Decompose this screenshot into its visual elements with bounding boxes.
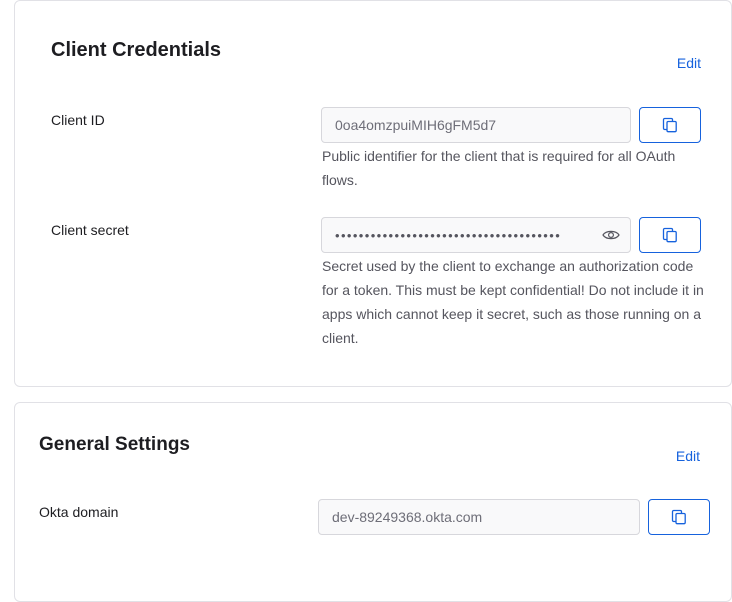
copy-icon [662,227,678,243]
eye-icon[interactable] [602,228,620,242]
client-secret-input[interactable] [321,217,631,253]
okta-domain-field-group [318,499,710,535]
copy-client-secret-button[interactable] [639,217,701,253]
client-secret-help-text: Secret used by the client to exchange an authorization code for a token. This must be kept confidential! Do not include it in apps which cannot keep it secret, such as those running on a client. [322,258,704,346]
general-settings-header [15,403,731,464]
copy-icon [671,509,687,525]
okta-domain-label: Okta domain [39,504,119,520]
edit-credentials-button[interactable]: Edit [676,55,701,71]
client-secret-label: Client secret [51,222,129,238]
client-secret-value: •••••••••••••••••••••••••••••••••••••• [335,227,562,243]
general-settings-card [14,402,732,602]
copy-icon [662,117,678,133]
client-id-label: Client ID [51,112,105,128]
client-credentials-header [15,1,731,71]
client-id-input[interactable]: 0oa4omzpuiMIH6gFM5d7 [321,107,631,143]
client-id-field-group [321,107,701,143]
copy-okta-domain-button[interactable] [648,499,710,535]
client-id-help-text: Public identifier for the client that is required for all OAuth flows. [322,148,676,188]
copy-client-id-button[interactable] [639,107,701,143]
edit-general-settings-button[interactable]: Edit [675,448,700,464]
client-secret-field-group [321,217,701,253]
okta-domain-input[interactable]: dev-89249368.okta.com [318,499,640,535]
client-credentials-card [14,0,732,387]
page-title: Client Credentials [51,39,222,61]
general-settings-title: General Settings [39,434,190,455]
